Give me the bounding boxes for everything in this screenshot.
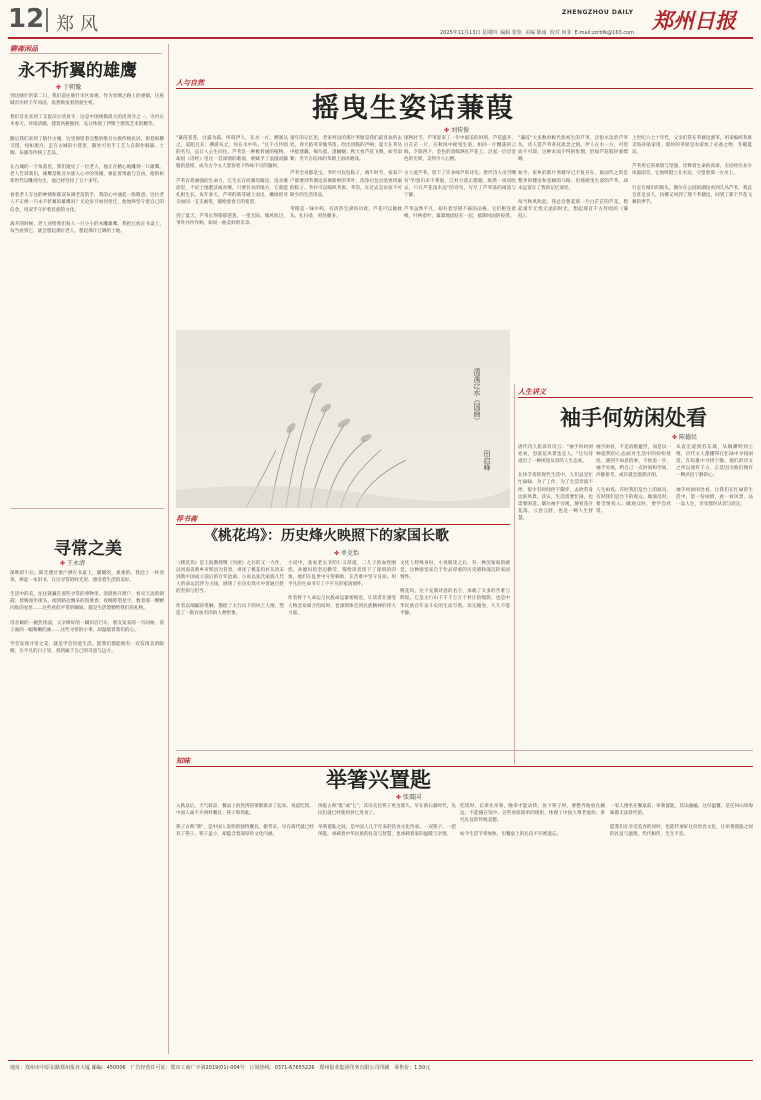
edit-label: 编辑 <box>500 30 511 36</box>
main-article-col-5: 上世纪六七十年代，父亲们常在苇塘边割苇，用来编织苇席卖钱补贴家用。那时的苇席是农家炕上必备之物，冬暖夏凉。 芦苇用它的柔韧与坚强，诠释着生命的真谛。无论经历多少风霜雨雪，它始终挺立在水边，守望着那一方水土。 行走在城市的街头，偶尔在公园的湖边看到几丛芦苇，我总会驻足良久，仿佛又回到了那个苇塘边，回到了那个芦花飞舞的季节。 <box>632 136 752 205</box>
masthead-cn: 郑州日报 <box>652 8 736 33</box>
food-article-title: 举箸兴置匙 <box>326 767 431 792</box>
date: 2025年11月13日 星期四 <box>440 30 498 36</box>
life-article-author: ✤ 陈德民 <box>672 432 697 441</box>
food-article-col-4: 一家人围坐在餐桌前，举箸置匙，其乐融融。这份温馨，是任何山珍海味都无法替代的。 愿我们在享受美食的同时，也能传承好这份饮食文化，让举箸置匙之间的礼仪与温情，代代相传，生生不息。 <box>610 804 753 838</box>
life-rule <box>518 397 753 398</box>
book-article-author: ✤ 单克怡 <box>334 548 359 557</box>
article-title-ordinary: 寻常之美 <box>54 539 122 559</box>
section-label-nature: 人与自然 <box>176 79 204 87</box>
food-article-col-2: 汤匙古称"匙"或"匕"，其历史比筷子更为悠久。早在新石器时代，先民们就已经使用骨匕进食了。 举箸置匙之间，是中国人几千年来的饮食文化传承。一双筷子，一把汤匙，承载着中华民族的礼仪与智慧，也承载着家的温暖与亲情。 <box>318 804 456 838</box>
header-rule <box>8 37 753 39</box>
life-article-col-1: 唐代诗人崔涂有诗云："袖手何妨闲处看，恐落花风景也宜人。"这句诗道出了一种闲适从容的人生态度。 在快节奏的现代生活中，人们总是忙忙碌碌，为了工作、为了生活奔波不停，很少有时间停下脚步，去欣赏身边的风景。其实，生活需要忙碌，也需要闲适。偶尔袖手旁观，静看花开花落、云卷云舒，也是一种人生智慧。 <box>518 445 593 521</box>
dateline <box>440 29 634 36</box>
section-label-food: 知味 <box>176 757 190 765</box>
footer-printer: 郑州报业集团印务有限公司印刷 <box>319 1065 390 1071</box>
reed-painting-svg <box>176 330 510 508</box>
food-rule <box>176 766 753 767</box>
page-number-divider <box>46 8 48 32</box>
book-article-title: 《桃花坞》：历史烽火映照下的家国长歌 <box>204 528 449 544</box>
proof-label: 校对 <box>549 30 560 36</box>
masthead-en: ZHENGZHOU DAILY <box>562 9 634 16</box>
author-eagle: ✤ 于朝豫 <box>56 82 81 91</box>
food-article-author: ✤ 张震国 <box>396 792 421 801</box>
left-sec-rule <box>10 53 162 54</box>
editor: 张艳 <box>511 30 522 36</box>
email: E-mail:zzrbfk@163.com <box>574 30 634 36</box>
ink-painting-image <box>176 330 510 508</box>
section-label-life: 人生讲义 <box>518 388 546 396</box>
section-label-book: 荐书斋 <box>176 515 197 523</box>
painting-artist: 田启峰 <box>483 450 491 471</box>
article-title-eagle: 永不折翼的雄鹰 <box>18 61 137 81</box>
footer-rule <box>8 1060 753 1061</box>
main-article-col-4: "蒹葭"大多数时候代指初生的芦苇，泛指水边的芦苇丛，诗人借芦苇寄托思念之情。伊人在水一方，可望而不可即，这种求而不得的怅惘，恰如芦花般轻柔缥缈。 如今，家乡的那片苇塘早已不复存在，取而代之的是整齐的楼房和宽阔的马路。但那摇曳生姿的芦苇，却永远留在了我的记忆深处。 每当秋风吹起，我总会想起那一片白茫茫的芦花，想起童年无忧无虑的时光，想起那首千古传唱的《蒹葭》。 <box>518 136 628 220</box>
main-article-title: 摇曳生姿话蒹葭 <box>312 93 515 124</box>
food-article-col-3: 吃饭时，长辈先举箸，晚辈才能动筷；放下筷子时，要整齐地放在碗边，不能插在饭中。这些看似简单的规矩，体现了中国人尊老爱幼、讲究礼仪的传统美德。 如今生活节奏加快，但餐桌上的礼仪不应被遗忘。 <box>460 804 605 838</box>
book-life-divider <box>514 384 515 764</box>
book-article-col-3: 文化人特殊身份，小说阅读之后，有一种沉甸甸的感觉，这种感觉来自于作品厚重的历史感和深沉的家国情怀。 桃花坞，这个充满诗意的名字，承载了太多的苦难与辉煌。它是太行山下千千万万个村庄的缩影，也是中华民族百年奋斗史的生动写照。读完掩卷，久久不能平静。 <box>400 561 510 616</box>
designer: 陈南 <box>536 30 547 36</box>
life-article-col-2: 袖手闲看，不是消极避世，而是以一种超然的心态面对生活中的纷纷扰扰。遇到不如意的事，不妨退一步，袖手旁观，给自己一点时间和空间，冷静思考，或许就会豁然开朗。 人生如戏，有时我们是台上的演员，有时我们是台下的观众。做演员时，要全情投入；做观众时，要学会欣赏。 <box>596 445 671 514</box>
footer-ad-license: 广告经营许可证：郑市工商广字第2019(01)-004号 <box>130 1065 245 1071</box>
article-body-eagle: 到达喀什的第二日，我们前往喀什市区参观。作为丝绸之路上的重镇，这座城市历经千年风雨，依然焕发着勃勃生机。 我们首先来到了艾提尕尔清真寺，这是中国规模最大的清真寺之一。寺内古木参天，环境清幽，建筑风格独特，充分体现了伊斯兰建筑艺术的精华。 随后我们来到了喀什古城，这里保留着完整的维吾尔族传统民居，街巷纵横交错，宛如迷宫。走在古城的小巷里，随处可见手工艺人在制作铜器、土陶、乐器等传统工艺品。 在古城的一个角落里，我们遇见了一位老人，他正在精心地雕刻一只雄鹰。老人告诉我们，雄鹰是维吾尔族人心中的英雄，象征着勇敢与自由。他的祖辈世代以雕刻为生，他已经坚持了五十多年。 看着老人专注的神情和那双布满老茧的手，我的心中涌起一股敬意。这位老人不正像一只永不折翼的雄鹰吗？无论岁月如何变迁，他始终坚守着自己的信念，用双手守护着民族的文化。 离开的时候，老人送给我们每人一只小小的木雕雄鹰。我把它放在书桌上，每当看到它，就会想起那位老人，想起那片辽阔的土地。 <box>10 94 164 234</box>
page-header <box>0 0 761 38</box>
footer-address: 地址：郑州市中原东路郑州报业大厦 邮编：450006 <box>10 1065 126 1071</box>
book-article-col-2: 小说中，张家老太爷的仁义厚道，二儿子的血性刚烈，孙媳妇的坚忍勤劳，都给读者留下了深刻的印象。他们在乱世中守望相助，在苦难中坚守良知，用平凡的生命书写了不平凡的家国情怀。 作者将个人命运与民族命运紧密相连，让读者在感受人物悲欢离合的同时，也深刻体会到民族精神的伟大力量。 <box>288 561 396 616</box>
life-article-title: 袖手何妨闲处看 <box>560 405 707 430</box>
col-divider-left <box>168 44 169 1054</box>
main-article-col-3: 深秋时节，芦苇迎来了一年中最美的时刻。芦花盛开，白茫茫一片，在秋风中摇曳生姿，如同一片飘荡的云海。夕阳西下，金色的余晖洒在芦花上，泛起一层层金色的光晕，美得令人心醉。 古人爱芦苇，留下了许多咏芦的诗句。唐代诗人司空曙有"钓罢归来不系船，江村月落正堪眠。纵然一夜风吹去，只在芦花浅水边"的诗句，写尽了芦苇荡的闲适与宁静。 芦苇虽然平凡，却有着坚韧不拔的品格。它们根连着根，叶挨着叶，紧紧地团结在一起，抵御风雨的侵袭。 <box>404 136 516 220</box>
main-article-author: ✤ 刘传俊 <box>444 125 469 134</box>
footer-phone: 订阅热线：0371-67655226 <box>249 1065 315 1071</box>
food-article-col-1: 入秋以后，天气转凉，餐桌上的热汤热菜渐渐多了起来。说起吃饭，中国人离不开两样餐具：筷子和汤匙。 筷子古称"箸"，是中国人发明的独特餐具。据考证，早在商代就已经有了筷子。筷子虽小，却蕴含着深厚的文化内涵。 <box>176 804 314 838</box>
proofer: 何菲 <box>561 30 572 36</box>
section-label-left: 聊斋闲品 <box>10 45 38 53</box>
design-label: 美编 <box>525 30 536 36</box>
article-body-ordinary: 深秋的午后，阳光透过窗户洒在书桌上，暖暖的，柔柔的。我泡上一杯清茶，捧起一本旧书，在这寻常的时光里，感受着生活的美好。 生活中的美，往往就藏在那些寻常的事物里。清晨推开窗户，看见天边的朝霞；傍晚漫步街头，闻到路边飘来的饭菜香；夜晚仰望星空，数着那一颗颗闪烁的星星……这些看似平常的瞬间，都是生活馈赠给我们的礼物。 母亲做的一碗热汤面，父亲修好的一辆旧自行车，朋友发来的一句问候，孩子画的一幅稚嫩的画……这些寻常的小事，却温暖着我们的心。 学会发现寻常之美，就是学会热爱生活。愿我们都能拥有一双发现美的眼睛，在平凡的日子里，找到属于自己的诗意与远方。 <box>10 571 164 655</box>
book-article-col-1: 《桃花坞》是王海教授继《河流》之后的又一力作，以河南省新乡市辉县为背景，讲述了桃花坞村从清末到新中国成立前后的百年沧桑。小说以张氏家族几代人的命运沉浮为主线，展现了在历史烽火中普通百姓的坚韧与担当。 作者以细腻的笔触，描绘了太行山下的风土人情，塑造了一批有血有肉的人物形象。 <box>176 561 284 616</box>
left-divider <box>10 508 164 509</box>
mid-horizontal-divider <box>176 750 753 751</box>
life-article-col-3: 从袁宏道到苏东坡，从陶渊明到王维，历代文人都懂得在忙碌中寻找闲适，在喧嚣中寻找宁静。他们的诗文之所以流传千古，正是因为他们拥有一颗淡泊宁静的心。 袖手何妨闲处看。让我们在忙碌的生活中，留一份闲情，看一看风景，品一品人生，享受那份从容与淡定。 <box>676 445 753 507</box>
footer-line <box>10 1064 750 1071</box>
main-article-col-2: 童年的记忆里，老家村边的那片苇塘是我们最喜欢的去处。春天掐苇芽做苇笛，吹出清脆的声响；夏天在苇丛中捉迷藏、掏鸟蛋、逮蝈蝈；秋天看芦花飞舞，如雪似絮；冬天在结冰的苇塘上滑冰嬉戏。 芦苇全身都是宝。苇叶可以包粽子，端午时节，家家户户都要到苇塘边采摘新鲜的苇叶，洗净后包出清香四溢的粽子。苇秆可以编织苇席、苇箔，在过去是农家不可缺少的生活用品。 苇根是一味中药，有清热生津的功效。芦花可以做枕头、扎扫帚，用处颇多。 <box>290 136 402 220</box>
author-ordinary: ✤ 王永清 <box>60 558 85 567</box>
section-name: 郑风 <box>56 14 104 35</box>
page-number: 12 <box>8 4 45 34</box>
painting-caption: 清溪泛水（国画） <box>473 368 481 424</box>
footer-price: 零售价：1.50元 <box>394 1065 431 1071</box>
main-article-col-1: "蒹葭苍苍，白露为霜。所谓伊人，在水一方。溯洄从之，道阻且长；溯游从之，宛在水中央。"这千古传唱的名句，总让人心生向往。芦苇是一种极普通的植物，却因《诗经》里这一首深情的歌谣，被赋予了浪漫而朦胧的意境，成为古今文人墨客笔下吟咏不尽的题材。 芦苇有着顽强的生命力，它生长在河湖沟塘边、浅水滩涂里，不论土地肥沃或贫瘠，只要有水的地方，它就能扎根生长。每年春天，芦苇的新芽破土而出，嫩绿的芽尖如同一支支画笔，描绘着春天的希望。 到了夏天，芦苇长得郁郁葱葱，一望无际，微风吹过，苇叶沙沙作响，如同一曲美妙的乐章。 <box>176 136 288 227</box>
